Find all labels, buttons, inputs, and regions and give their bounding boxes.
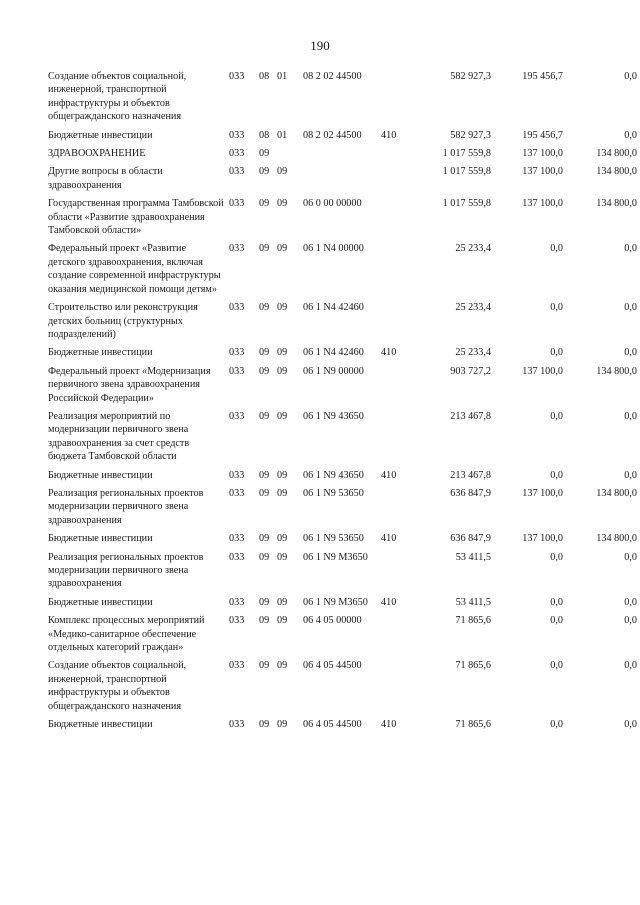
target-article-code: 06 1 N4 00000 <box>303 243 364 255</box>
section-code: 09 <box>259 487 270 499</box>
table-row <box>48 596 637 609</box>
table-row <box>48 718 637 731</box>
subsection-code: 01 <box>277 129 288 141</box>
subsection-code: 09 <box>277 551 288 563</box>
amount-year-3: 134 800,0 <box>596 365 637 377</box>
subsection-code: 09 <box>277 719 288 731</box>
section-code: 09 <box>259 596 270 608</box>
expense-name: Создание объектов социальной, инженерной, транспортной инфраструктуры и объектов общегражданского назначения <box>48 71 187 123</box>
expense-name: Федеральный проект «Развитие детского здравоохранения, включая создание современной инфраструктуры оказания медицинской помощи детям» <box>48 243 221 295</box>
amount-year-2: 137 100,0 <box>522 166 563 178</box>
table-row <box>48 346 637 359</box>
subsection-code: 09 <box>277 615 288 627</box>
section-code: 09 <box>259 166 270 178</box>
amount-year-2: 0,0 <box>550 596 563 608</box>
expense-type-code: 410 <box>381 469 397 481</box>
table-row <box>48 70 637 124</box>
section-code: 09 <box>259 198 270 210</box>
expense-name: Бюджетные инвестиции <box>48 129 153 141</box>
target-article-code: 08 2 02 44500 <box>303 71 362 82</box>
section-code: 09 <box>259 719 270 731</box>
table-row <box>48 197 637 237</box>
section-code: 09 <box>259 347 270 359</box>
amount-year-3: 134 800,0 <box>596 198 637 210</box>
subsection-code: 09 <box>277 660 288 672</box>
subsection-code: 09 <box>277 487 288 499</box>
expense-name: Другие вопросы в области здравоохранения <box>48 166 163 191</box>
expense-name: Бюджетные инвестиции <box>48 533 153 545</box>
amount-year-3: 134 800,0 <box>596 533 637 545</box>
amount-year-2: 137 100,0 <box>522 365 563 377</box>
amount-year-1: 53 411,5 <box>455 596 491 608</box>
amount-year-3: 0,0 <box>624 469 637 481</box>
expense-name: Федеральный проект «Модернизация первичного звена здравоохранения Российской Федерации» <box>48 365 211 404</box>
section-code: 09 <box>259 469 270 481</box>
amount-year-2: 0,0 <box>550 469 563 481</box>
subsection-code: 09 <box>277 596 288 608</box>
expense-name: Бюджетные инвестиции <box>48 719 153 731</box>
amount-year-3: 0,0 <box>624 71 637 82</box>
amount-year-2: 195 456,7 <box>522 129 563 141</box>
amount-year-3: 134 800,0 <box>596 148 637 160</box>
section-code: 09 <box>259 660 270 672</box>
table-row <box>48 410 637 464</box>
department-code: 033 <box>229 243 245 255</box>
target-article-code: 06 0 00 00000 <box>303 198 362 210</box>
target-article-code: 06 1 N9 M3650 <box>303 596 368 608</box>
department-code: 033 <box>229 365 245 377</box>
amount-year-2: 0,0 <box>550 660 563 672</box>
amount-year-1: 213 467,8 <box>450 469 491 481</box>
target-article-code: 06 1 N9 53650 <box>303 533 364 545</box>
expense-name: Реализация региональных проектов модернизации первичного звена здравоохранения <box>48 487 204 526</box>
amount-year-3: 0,0 <box>624 551 637 563</box>
department-code: 033 <box>229 660 245 672</box>
table-row <box>48 532 637 545</box>
amount-year-3: 0,0 <box>624 129 637 141</box>
subsection-code: 09 <box>277 469 288 481</box>
subsection-code: 09 <box>277 198 288 210</box>
department-code: 033 <box>229 596 245 608</box>
expense-name: Реализация региональных проектов модернизации первичного звена здравоохранения <box>48 551 204 590</box>
target-article-code: 06 1 N9 M3650 <box>303 551 368 563</box>
table-row <box>48 487 637 527</box>
department-code: 033 <box>229 469 245 481</box>
amount-year-1: 582 927,3 <box>450 129 491 141</box>
amount-year-2: 0,0 <box>550 410 563 422</box>
table-row <box>48 551 637 591</box>
department-code: 033 <box>229 302 245 314</box>
expense-type-code: 410 <box>381 129 397 141</box>
amount-year-1: 71 865,6 <box>455 615 491 627</box>
amount-year-1: 636 847,9 <box>450 487 491 499</box>
expense-type-code: 410 <box>381 533 397 545</box>
target-article-code: 06 1 N9 43650 <box>303 469 364 481</box>
amount-year-2: 0,0 <box>550 719 563 731</box>
amount-year-1: 582 927,3 <box>450 71 491 82</box>
section-code: 09 <box>259 410 270 422</box>
expense-name: Строительство или реконструкция детских больниц (структурных подразделений) <box>48 302 198 340</box>
expense-name: Бюджетные инвестиции <box>48 347 153 359</box>
department-code: 033 <box>229 166 245 178</box>
subsection-code: 09 <box>277 243 288 255</box>
table-row <box>48 129 637 142</box>
table-row <box>48 147 637 160</box>
target-article-code: 06 1 N9 53650 <box>303 487 364 499</box>
amount-year-2: 0,0 <box>550 243 563 255</box>
department-code: 033 <box>229 487 245 499</box>
target-article-code: 06 1 N9 00000 <box>303 365 364 377</box>
amount-year-1: 1 017 559,8 <box>442 148 491 160</box>
department-code: 033 <box>229 615 245 627</box>
expense-name: Государственная программа Тамбовской области «Развитие здравоохранения Тамбовской области» <box>48 198 224 237</box>
section-code: 09 <box>259 615 270 627</box>
expense-name: Бюджетные инвестиции <box>48 596 153 608</box>
table-row <box>48 659 637 713</box>
section-code: 09 <box>259 302 270 314</box>
department-code: 033 <box>229 71 245 82</box>
amount-year-3: 0,0 <box>624 243 637 255</box>
target-article-code: 06 4 05 44500 <box>303 719 362 731</box>
target-article-code: 06 1 N4 42460 <box>303 347 364 359</box>
section-code: 09 <box>259 148 270 160</box>
amount-year-2: 137 100,0 <box>522 487 563 499</box>
table-row <box>48 242 637 296</box>
amount-year-1: 213 467,8 <box>450 410 491 422</box>
amount-year-2: 137 100,0 <box>522 533 563 545</box>
department-code: 033 <box>229 533 245 545</box>
subsection-code: 09 <box>277 365 288 377</box>
amount-year-3: 0,0 <box>624 410 637 422</box>
amount-year-1: 71 865,6 <box>455 719 491 731</box>
budget-table <box>48 70 637 736</box>
amount-year-1: 25 233,4 <box>455 243 491 255</box>
target-article-code: 06 1 N9 43650 <box>303 410 364 422</box>
department-code: 033 <box>229 551 245 563</box>
subsection-code: 09 <box>277 302 288 314</box>
section-code: 08 <box>259 71 270 82</box>
amount-year-3: 0,0 <box>624 719 637 731</box>
expense-type-code: 410 <box>381 347 397 359</box>
amount-year-2: 0,0 <box>550 302 563 314</box>
expense-type-code: 410 <box>381 596 397 608</box>
department-code: 033 <box>229 719 245 731</box>
amount-year-1: 53 411,5 <box>455 551 491 563</box>
table-row <box>48 165 637 192</box>
amount-year-2: 195 456,7 <box>522 71 563 82</box>
amount-year-1: 71 865,6 <box>455 660 491 672</box>
expense-name: Реализация мероприятий по модернизации первичного звена здравоохранения за счет средств бюджета Тамбовской области <box>48 410 190 463</box>
section-code: 09 <box>259 365 270 377</box>
department-code: 033 <box>229 410 245 422</box>
table-row <box>48 301 637 341</box>
amount-year-3: 134 800,0 <box>596 487 637 499</box>
target-article-code: 06 4 05 00000 <box>303 615 362 627</box>
amount-year-2: 0,0 <box>550 551 563 563</box>
amount-year-3: 0,0 <box>624 660 637 672</box>
section-code: 09 <box>259 243 270 255</box>
amount-year-3: 0,0 <box>624 615 637 627</box>
department-code: 033 <box>229 148 245 160</box>
amount-year-3: 0,0 <box>624 302 637 314</box>
subsection-code: 09 <box>277 166 288 178</box>
section-code: 09 <box>259 551 270 563</box>
section-code: 08 <box>259 129 270 141</box>
department-code: 033 <box>229 198 245 210</box>
department-code: 033 <box>229 347 245 359</box>
amount-year-2: 137 100,0 <box>522 148 563 160</box>
subsection-code: 01 <box>277 71 288 82</box>
amount-year-1: 1 017 559,8 <box>442 166 491 178</box>
expense-name: Создание объектов социальной, инженерной, транспортной инфраструктуры и объектов общегражданского назначения <box>48 660 187 712</box>
subsection-code: 09 <box>277 410 288 422</box>
target-article-code: 08 2 02 44500 <box>303 129 362 141</box>
amount-year-2: 0,0 <box>550 347 563 359</box>
amount-year-1: 25 233,4 <box>455 347 491 359</box>
amount-year-2: 137 100,0 <box>522 198 563 210</box>
page-number: 190 <box>310 38 330 53</box>
table-row <box>48 469 637 482</box>
amount-year-3: 0,0 <box>624 596 637 608</box>
amount-year-3: 134 800,0 <box>596 166 637 178</box>
subsection-code: 09 <box>277 533 288 545</box>
department-code: 033 <box>229 129 245 141</box>
expense-type-code: 410 <box>381 719 397 731</box>
amount-year-1: 1 017 559,8 <box>442 198 491 210</box>
table-row <box>48 614 637 654</box>
amount-year-3: 0,0 <box>624 347 637 359</box>
table-row <box>48 365 637 405</box>
target-article-code: 06 1 N4 42460 <box>303 302 364 314</box>
amount-year-1: 636 847,9 <box>450 533 491 545</box>
expense-name: ЗДРАВООХРАНЕНИЕ <box>48 148 146 160</box>
expense-name: Бюджетные инвестиции <box>48 469 153 481</box>
expense-name: Комплекс процессных мероприятий «Медико-санитарное обеспечение отдельных категорий граждан» <box>48 615 205 654</box>
target-article-code: 06 4 05 44500 <box>303 660 362 672</box>
section-code: 09 <box>259 533 270 545</box>
amount-year-1: 25 233,4 <box>455 302 491 314</box>
subsection-code: 09 <box>277 347 288 359</box>
amount-year-1: 903 727,2 <box>450 365 491 377</box>
amount-year-2: 0,0 <box>550 615 563 627</box>
